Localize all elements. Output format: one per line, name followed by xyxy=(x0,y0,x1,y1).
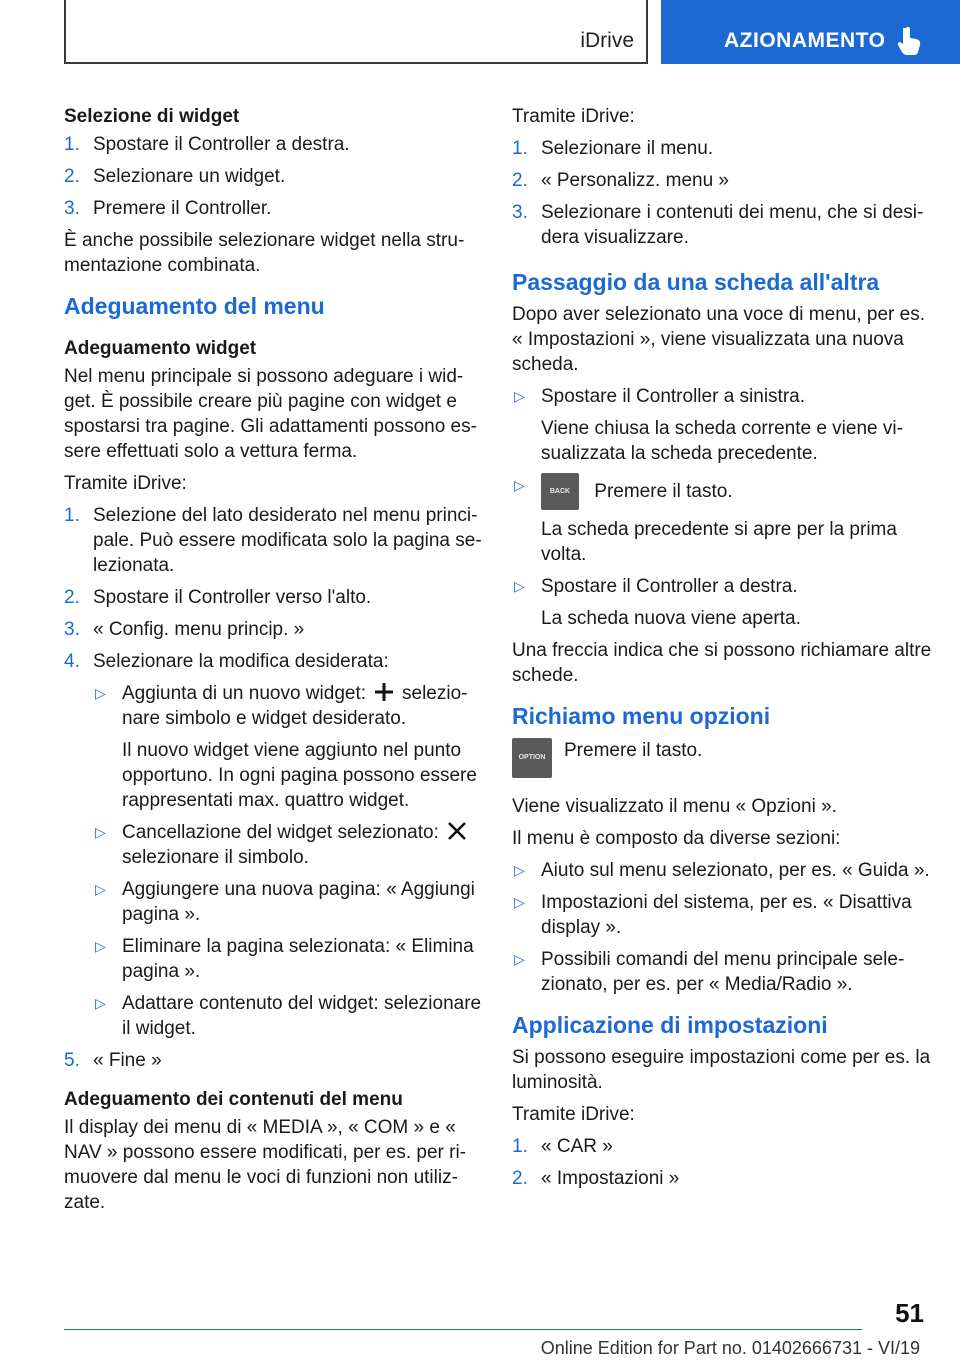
list-item: 1. Selezione del lato desiderato nel menu principale. Può essere modificata solo la pagina selezionata. xyxy=(64,505,482,576)
list-item: ▷ Cancellazione del widget selezionato:selezionare il simbolo. xyxy=(93,820,484,870)
menu-steps xyxy=(512,136,932,250)
via-idrive: Tramite iDrive: xyxy=(64,473,187,494)
list-item: 3. Selezionare i contenuti dei menu, che si desidera visualizzare. xyxy=(512,202,924,248)
list-item: 1. Spostare il Controller a destra. xyxy=(64,134,350,155)
adjust-steps xyxy=(64,503,484,1073)
list-item: ▷ Spostare il Controller a sinistra. Viene chiusa la scheda corrente e viene visualizzata la scheda precedente. xyxy=(514,386,903,464)
widget-note: È anche possibile selezionare widget nella strumentazione combinata. xyxy=(64,230,465,276)
widget-add-note: Il nuovo widget viene aggiunto nel punto opportuno. In ogni pagina possono essere rappresentati max. quattro widget. xyxy=(122,740,477,811)
list-item: 3. Premere il Controller. xyxy=(64,198,272,219)
settings-steps xyxy=(512,1134,932,1191)
left-column xyxy=(64,104,484,1222)
list-item: 1. « CAR » xyxy=(512,1136,613,1157)
header-frame xyxy=(64,0,648,64)
hand-pointer-icon xyxy=(897,26,923,56)
widget-steps xyxy=(64,132,484,221)
settings-text: Si possono eseguire impostazioni come per es. la luminosità. xyxy=(512,1047,931,1093)
section-title: iDrive xyxy=(580,29,634,52)
list-item: ▷ Aggiungere una nuova pagina: « Aggiungi pagina ». xyxy=(95,879,475,925)
via-idrive: Tramite iDrive: xyxy=(512,106,635,127)
list-item: 1. Selezionare il menu. xyxy=(512,138,714,159)
back-key-icon: BACK xyxy=(541,473,579,510)
list-item: 2. Spostare il Controller verso l'alto. xyxy=(64,587,372,608)
option-key-row: OPTION Premere il tasto. xyxy=(512,738,932,788)
section-apply-settings: Applicazione di impostazioni xyxy=(512,1012,828,1038)
list-item: 4. Selezionare la modifica desiderata: ▷ Aggiunta di un nuovo widget: selezionare simbolo e widget desiderato. Il nuovo widget viene aggiunto nel punto opportuno. In ogni pagina possono essere rappresentati max. quattro widget. ▷ Cancellazione del widget selezionato:selezionare il simbolo. ▷ Aggiungere una nuova pagina: « Aggiungi pagina ». ▷ Eliminare la pagina selezionata: « Elimina pagina ». ▷ Adattare contenuto del widget: selezionare il widget. xyxy=(64,649,484,1041)
arrow-note: Una freccia indica che si possono richiamare altre schede. xyxy=(512,640,932,686)
option-key-icon: OPTION xyxy=(512,738,552,778)
footer-divider xyxy=(64,1329,862,1330)
section-tab-switch: Passaggio da una scheda all'altra xyxy=(512,269,880,295)
footer-edition: Online Edition for Part no. 01402666731 - VI/19 xyxy=(540,1338,920,1358)
list-item: ▷ Impostazioni del sistema, per es. « Disattiva display ». xyxy=(514,892,912,938)
page-number: 51 xyxy=(895,1298,924,1328)
modification-options xyxy=(93,681,484,1041)
heading-widget-adjust: Adeguamento widget xyxy=(64,338,257,359)
list-item: ▷ Aiuto sul menu selezionato, per es. « Guida ». xyxy=(514,860,930,881)
section-options-menu: Richiamo menu opzioni xyxy=(512,703,771,729)
list-item: ▷ Possibili comandi del menu principale selezionato, per es. per « Media/Radio ». xyxy=(514,949,905,995)
list-item: 5. « Fine » xyxy=(64,1050,162,1071)
list-item: 2. Selezionare un widget. xyxy=(64,166,286,187)
chapter-tab-label: AZIONAMENTO xyxy=(724,29,886,52)
right-column xyxy=(512,104,932,1198)
chapter-tab xyxy=(661,0,960,64)
list-item: 3. « Config. menu princip. » xyxy=(64,619,305,640)
list-item: 2. « Impostazioni » xyxy=(512,1168,680,1189)
list-item: ▷ Spostare il Controller a destra. La scheda nuova viene aperta. xyxy=(514,576,801,629)
heading-menu-contents: Adeguamento dei contenuti del menu xyxy=(64,1089,403,1110)
close-icon xyxy=(447,821,467,841)
plus-icon xyxy=(374,682,394,702)
list-item: 2. « Personalizz. menu » xyxy=(512,170,729,191)
heading-widget-selection: Selezione di widget xyxy=(64,106,240,127)
via-idrive: Tramite iDrive: xyxy=(512,1104,635,1125)
list-item: ▷ BACK Premere il tasto. La scheda precedente si apre per la prima volta. xyxy=(512,473,932,567)
options-shown: Viene visualizzato il menu « Opzioni ». xyxy=(512,796,837,817)
list-item: ▷ Eliminare la pagina selezionata: « Elimina pagina ». xyxy=(95,936,474,982)
options-sections xyxy=(512,858,932,997)
menu-contents-text: Il display dei menu di « MEDIA », « COM » e « NAV » possono essere modificati, per es. per rimuovere dal menu le voci di funzioni non utilizzate. xyxy=(64,1117,466,1213)
section-menu-adjust: Adeguamento del menu xyxy=(64,293,325,319)
list-item: ▷ Aggiunta di un nuovo widget: selezionare simbolo e widget desiderato. Il nuovo widget viene aggiunto nel punto opportuno. In ogni pagina possono essere rappresentati max. quattro widget. xyxy=(93,681,484,813)
widget-adjust-text: Nel menu principale si possono adeguare i widget. È possibile creare più pagine con widget e spostarsi tra pagine. Gli adattamenti possono essere effettuati solo a vettura ferma. xyxy=(64,366,477,462)
tab-switch-text: Dopo aver selezionato una voce di menu, per es. « Impostazioni », viene visualizzata una nuova scheda. xyxy=(512,304,925,375)
options-composition: Il menu è composto da diverse sezioni: xyxy=(512,828,841,849)
list-item: ▷ Adattare contenuto del widget: selezionare il widget. xyxy=(95,993,482,1039)
tab-switch-options xyxy=(512,384,932,631)
